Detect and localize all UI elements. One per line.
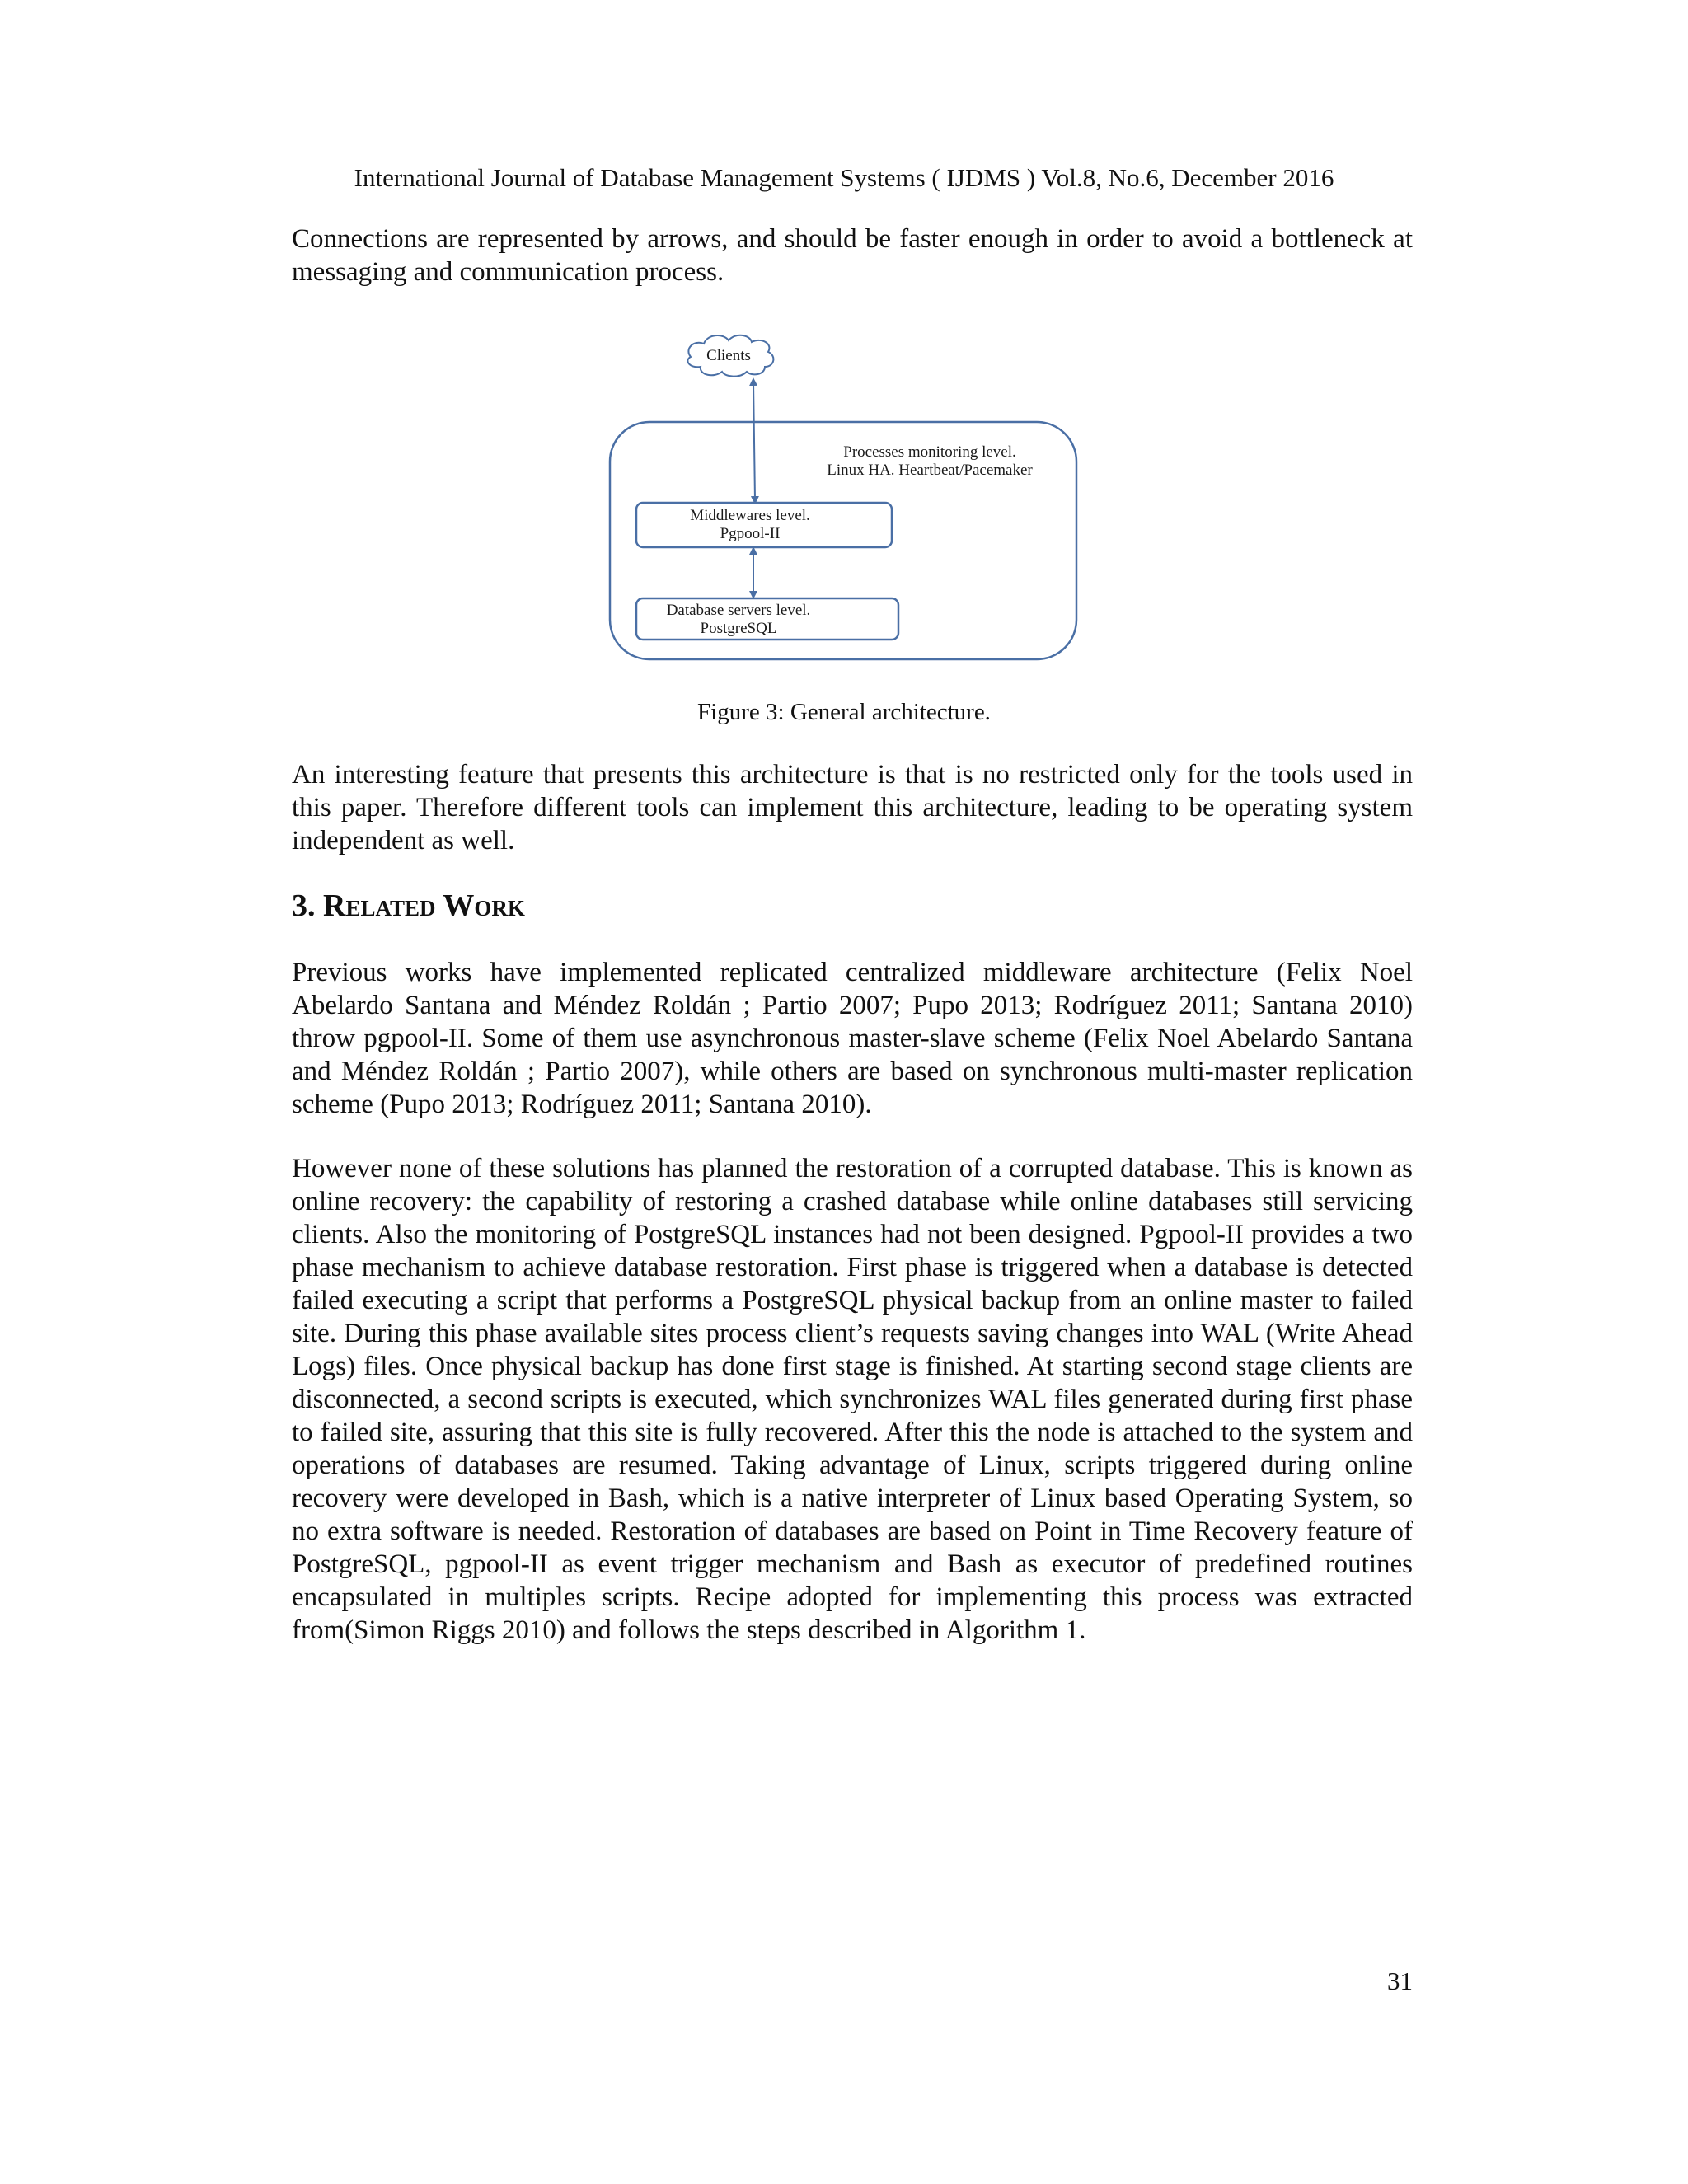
database-level-label-line2: PostgreSQL [700,620,777,637]
feature-paragraph: An interesting feature that presents this architecture is that is no restricted only for the tools used in this paper. Therefore different tools can implement this architecture, leading to be operating system independent as well. [292,760,1413,855]
database-level-label-line1: Database servers level. [666,602,811,619]
section-title-word2-initial: W [443,888,475,923]
architecture-figure [608,326,1078,670]
middleware-level-label-line2: Pgpool-II [720,525,781,542]
section-heading [292,887,525,925]
section-title-word1-initial: R [323,888,346,923]
middleware-level-label-line1: Middlewares level. [690,507,810,524]
section-number: 3. [292,888,316,923]
recovery-paragraph-block [292,1152,1413,1647]
architecture-diagram [608,326,1078,670]
intro-paragraph: Connections are represented by arrows, and should be faster enough in order to avoid a bottleneck at messaging and communication process. [292,224,1413,287]
section-title-word1-rest: elated [345,888,436,923]
intro-paragraph-block [292,223,1413,288]
recovery-paragraph: However none of these solutions has planned the restoration of a corrupted database. This is known as online recovery: the capability of restoring a crashed database while online databases still servicing clients. Also the monitoring of PostgreSQL instances had not been designed. Pgpool-II provides a two phase mechanism to achieve database restoration. First phase is triggered when a database is detected failed executing a script that performs a PostgreSQL physical backup from an online master to failed site. During this phase available sites process client’s requests saving changes into WAL (Write Ahead Logs) files. Once physical backup has done first stage is finished. At starting second stage clients are disconnected, a second scripts is executed, which synchronizes WAL files generated during first phase to failed site, assuring that this site is fully recovered. After this the node is attached to the system and operations of databases are resumed. Taking advantage of Linux, scripts triggered during online recovery were developed in Bash, which is a native interpreter of Linux based Operating System, so no extra software is needed. Restoration of databases are based on Point in Time Recovery feature of PostgreSQL, pgpool-II as event trigger mechanism and Bash as executor of predefined routines encapsulated in multiples scripts. Recipe adopted for implementing this process was extracted from(Simon Riggs 2010) and follows the steps described in Algorithm 1. [292,1154,1413,1645]
monitoring-level-label-line2: Linux HA. Heartbeat/Pacemaker [827,462,1033,479]
page-number: 31 [1387,1966,1413,1995]
related-work-paragraph-block [292,956,1413,1121]
section-title-word2-rest: ork [474,888,525,923]
clients-middleware-arrow [753,382,755,500]
clients-label: Clients [706,347,751,364]
related-work-paragraph: Previous works have implemented replicated centralized middleware architecture (Felix Noel Abelardo Santana and Méndez Roldán ; Partio 2007; Pupo 2013; Rodríguez 2011; Santana 2010) throw pgpool-II. Some of them use asynchronous master-slave scheme (Felix Noel Abelardo Santana and Méndez Roldán ; Partio 2007), while others are based on synchronous multi-master replication scheme (Pupo 2013; Rodríguez 2011; Santana 2010). [292,958,1413,1119]
running-header: International Journal of Database Management Systems ( IJDMS ) Vol.8, No.6, December 2016 [354,163,1334,192]
figure-caption: Figure 3: General architecture. [697,699,991,725]
monitoring-level-label-line1: Processes monitoring level. [843,443,1016,461]
feature-paragraph-block [292,758,1413,857]
